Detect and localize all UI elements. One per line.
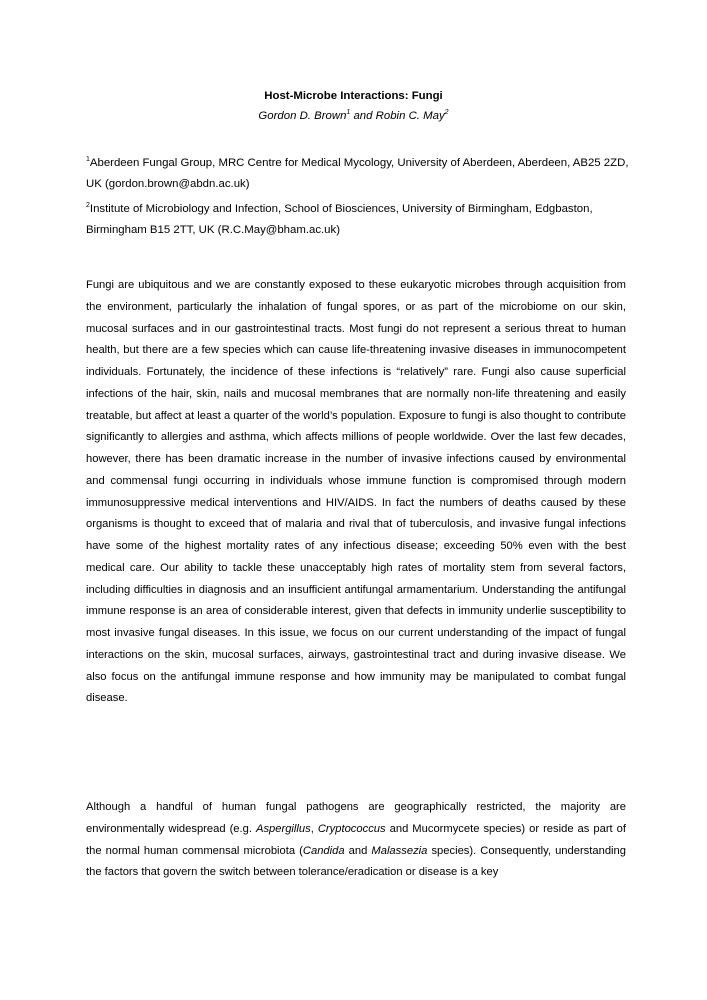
p2-text-5: species). Consequently, understanding the factors that govern the switch between tolerance/eradication or disease is a key (86, 844, 626, 879)
author-2-name: Robin C. May (375, 110, 445, 122)
author-1-affiliation-marker: 1 (346, 109, 351, 117)
author-2-affiliation-marker: 2 (444, 109, 449, 117)
p2-italic-malassezia: Malassezia (371, 844, 428, 857)
affiliation-2 (86, 199, 630, 241)
p2-italic-cryptococcus: Cryptococcus (317, 822, 386, 835)
affiliation-2-marker: 2 (86, 202, 90, 210)
p2-text-1: Although a handful of human fungal pathogens are geographically restricted, the majority are environmentally widespread (e.g. (86, 801, 626, 835)
p2-text-4: and (344, 844, 372, 857)
author-1-name: Gordon D. Brown (258, 110, 347, 122)
body-paragraph-2 (86, 797, 626, 884)
affiliation-1-text: Aberdeen Fungal Group, MRC Centre for Medical Mycology, University of Aberdeen, Aberdeen, AB25 2ZD, UK (gordon.brown@abdn.ac.uk) (86, 157, 629, 190)
affiliation-1 (86, 153, 630, 195)
paper-title: Host-Microbe Interactions: Fungi (264, 90, 443, 102)
p2-italic-aspergillus: Aspergillus (255, 822, 311, 835)
p2-italic-candida: Candida (302, 844, 345, 857)
p2-text-2: , (310, 822, 318, 835)
p2-text-3: and Mucormycete species) or reside as part of the normal human commensal microbiota ( (86, 822, 626, 857)
author-conjunction: and (350, 110, 376, 122)
author-line (0, 108, 707, 124)
body-paragraph-1: Fungi are ubiquitous and we are constantly exposed to these eukaryotic microbes through acquisition from the environment, particularly the inhalation of fungal spores, or as part of the microbiome on our skin, mucosal surfaces and in our gastrointestinal tracts. Most fungi do not represent a serious threat to human health, but there are a few species which can cause life-threatening invasive diseases in immunocompetent individuals. Fortunately, the incidence of these infections is “relatively” rare. Fungi also cause superficial infections of the hair, skin, nails and mucosal membranes that are normally non-life threatening and easily treatable, but affect at least a quarter of the world’s population. Exposure to fungi is also thought to contribute significantly to allergies and asthma, which affects millions of people worldwide. Over the last few decades, however, there has been dramatic increase in the number of invasive infections caused by environmental and commensal fungi occurring in individuals whose immune function is compromised through modern immunosuppressive medical interventions and HIV/AIDS. In fact the numbers of deaths caused by these organisms is thought to exceed that of malaria and rival that of tuberculosis, and invasive fungal infections have some of the highest mortality rates of any infectious disease; exceeding 50% even with the best medical care. Our ability to tackle these unacceptably high rates of mortality stem from several factors, including difficulties in diagnosis and an insufficient antifungal armamentarium. Understanding the antifungal immune response is an area of considerable interest, given that defects in immunity underlie susceptibility to most invasive fungal diseases. In this issue, we focus on our current understanding of the impact of fungal interactions on the skin, mucosal surfaces, airways, gastrointestinal tract and during invasive disease. We also focus on the antifungal immune response and how immunity may be manipulated to combat fungal disease. (86, 279, 626, 705)
affiliation-2-text: Institute of Microbiology and Infection, School of Biosciences, University of Birmingham, Edgbaston, Birmingham B15 2TT, UK (R.C.May@bham.ac.uk) (86, 203, 593, 236)
affiliation-1-marker: 1 (86, 156, 90, 164)
